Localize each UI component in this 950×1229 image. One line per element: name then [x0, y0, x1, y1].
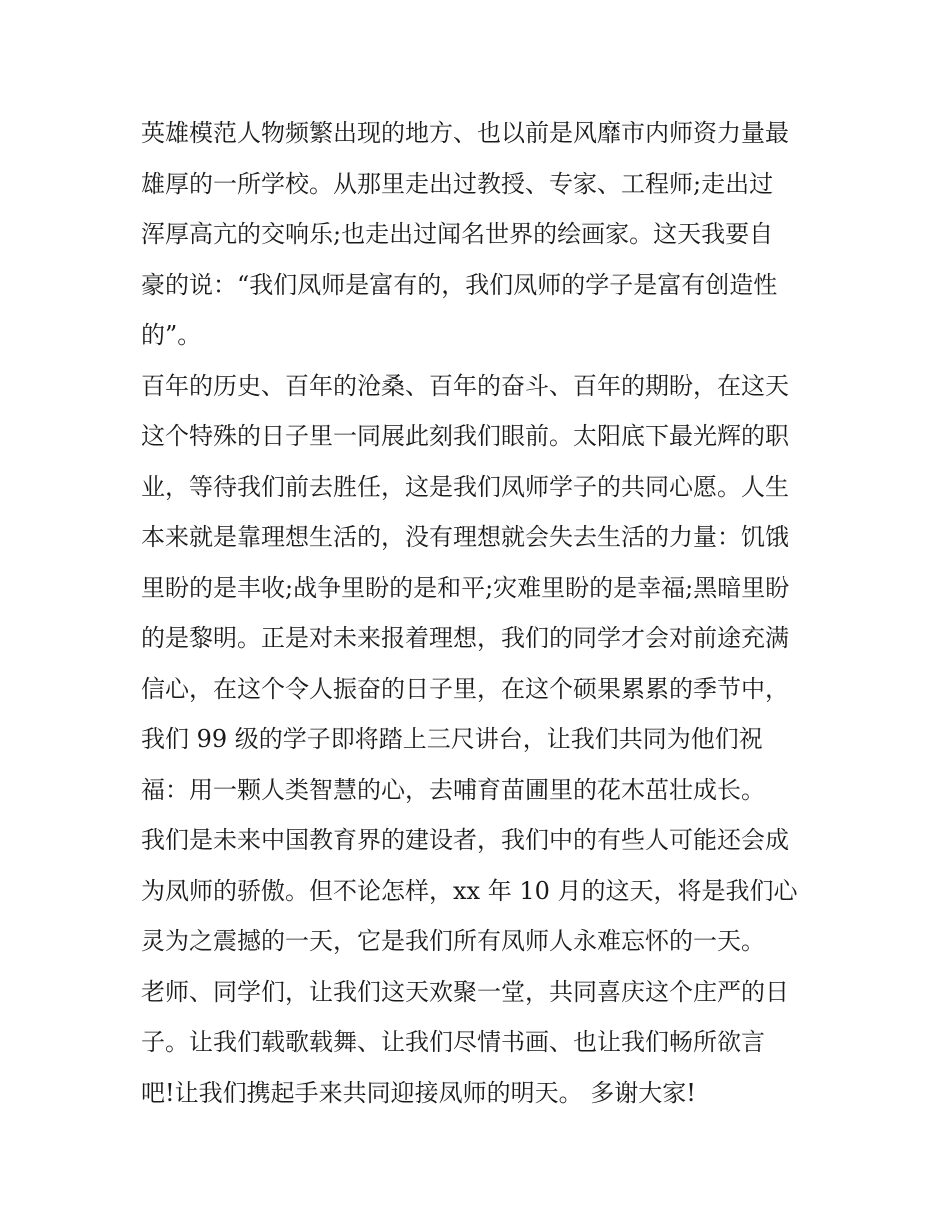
text-line: 业，等待我们前去胜任，这是我们凤师学子的共同心愿。人生 — [141, 472, 789, 501]
text-line: 这个特殊的日子里一同展此刻我们眼前。太阳底下最光辉的职 — [141, 422, 789, 450]
text-line: 我们是未来中国教育界的建设者，我们中的有些人可能还会成 — [141, 826, 789, 854]
text-line: 福：用一颗人类智慧的心，去哺育苗圃里的花木茁壮成长。 — [141, 775, 765, 804]
text-line: 豪的说：“我们凤师是富有的，我们凤师的学子是富有创造性 — [141, 270, 778, 299]
text-line: 的”。 — [141, 321, 202, 349]
text-line: 本来就是靠理想生活的，没有理想就会失去生活的力量：饥饿 — [141, 523, 789, 551]
paragraph-2 — [141, 361, 813, 816]
text-line: 子。让我们载歌载舞、让我们尽情书画、也让我们畅所欲言 — [141, 1028, 765, 1056]
text-line: 吧!让我们携起手来共同迎接凤师的明天。 多谢大家! — [141, 1078, 696, 1107]
text-line: 浑厚高亢的交响乐;也走出过闻名世界的绘画家。这天我要自 — [141, 220, 774, 248]
text-line: 灵为之震撼的一天，它是我们所有凤师人永难忘怀的一天。 — [141, 927, 765, 955]
paragraph-1 — [141, 108, 813, 361]
text-line: 里盼的是丰收;战争里盼的是和平;灾难里盼的是幸福;黑暗里盼 — [141, 573, 790, 602]
text-line: 雄厚的一所学校。从那里走出过教授、专家、工程师;走出过 — [141, 169, 774, 198]
text-line: 老师、同学们，让我们这天欢聚一堂，共同喜庆这个庄严的日 — [141, 977, 789, 1006]
text-line: 为凤师的骄傲。但不论怎样，xx 年 10 月的这天，将是我们心 — [141, 876, 798, 905]
text-line: 百年的历史、百年的沧桑、百年的奋斗、百年的期盼，在这天 — [141, 371, 789, 400]
paragraph-4 — [141, 967, 813, 1119]
text-line: 英雄模范人物频繁出现的地方、也以前是风靡市内师资力量最 — [141, 119, 789, 147]
text-line: 的是黎明。正是对未来报着理想，我们的同学才会对前途充满 — [141, 624, 789, 652]
paragraph-3 — [141, 815, 813, 967]
text-line: 信心，在这个令人振奋的日子里，在这个硕果累累的季节中， — [141, 674, 789, 703]
text-line: 我们 99 级的学子即将踏上三尺讲台，让我们共同为他们祝 — [141, 725, 763, 753]
document-body — [141, 108, 813, 1118]
